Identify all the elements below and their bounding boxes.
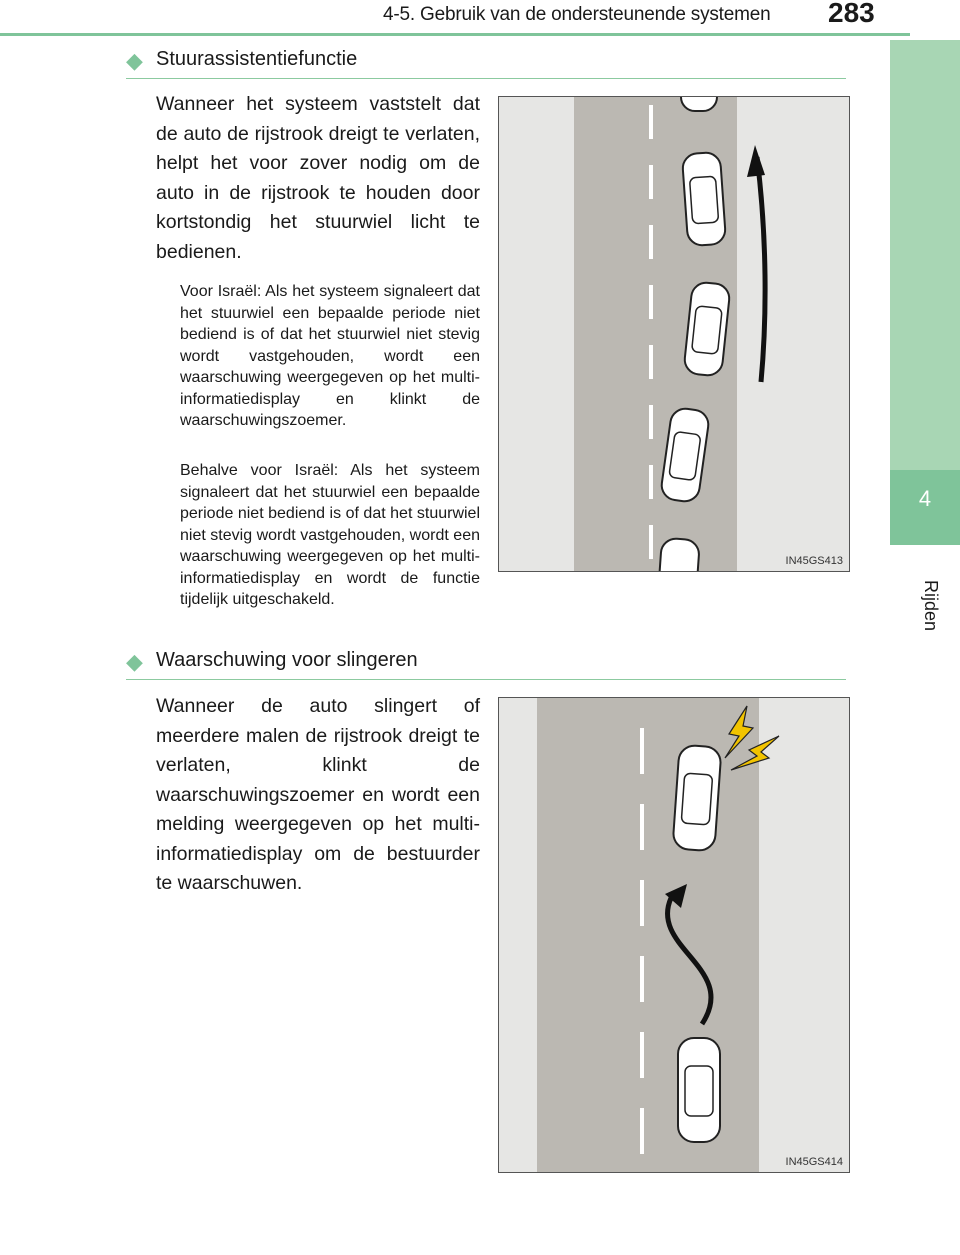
section-heading: [126, 645, 846, 680]
header-title: 4-5. Gebruik van de ondersteunende systemen: [383, 4, 771, 25]
section-body: Wanneer de auto slingert of meerdere malen de rijstrook dreigt te verlaten, klinkt de waarschuwingszoemer en wordt een melding weergegeven op het multi-informatiedisplay om de bestuurder te waarschuwen.: [156, 695, 480, 894]
section-title: Stuurassistentiefunctie: [156, 48, 358, 70]
car-icon: [681, 97, 717, 111]
note-paragraph: Voor Israël: Als het systeem signaleert dat het stuurwiel een bepaalde periode niet bediend is of dat het stuurwiel niet stevig wordt vastgehouden, wordt een waarschuwing weergegeven op het multi-informatiedisplay en klinkt de waarschuwingszoemer.: [180, 283, 480, 429]
header-divider: [0, 33, 910, 36]
figure-lane-assist: [498, 96, 850, 572]
sway-warning-illustration: [499, 698, 849, 1172]
road-lane: [537, 698, 759, 1172]
note-paragraph: Behalve voor Israël: Als het systeem signaleert dat het stuurwiel een bepaalde periode niet bediend is of dat het stuurwiel niet stevig wordt vastgehouden, wordt een waarschuwing weergegeven op het multi-informatiedisplay en wordt de functie tijdelijk uitgeschakeld.: [180, 462, 480, 608]
section-body: Wanneer het systeem vaststelt dat de auto de rijstrook dreigt te verlaten, helpt het voor zover nodig om de auto in de rijstrook te houden door kortstondig het stuurwiel licht te bedienen.: [156, 93, 480, 263]
figure-code: IN45GS413: [785, 555, 843, 567]
car-icon: [682, 152, 726, 246]
lane-assist-illustration: [499, 97, 849, 571]
arrow-icon: [757, 157, 765, 382]
figure-code: IN45GS414: [785, 1156, 843, 1168]
page-number: 283: [828, 0, 875, 28]
car-icon: [672, 745, 721, 852]
figure-sway-warning: [498, 697, 850, 1173]
diamond-bullet-icon: ◆: [126, 649, 143, 674]
section-title: Waarschuwing voor slingeren: [156, 649, 418, 671]
diamond-bullet-icon: ◆: [126, 48, 143, 73]
chapter-label: Rijden: [921, 580, 941, 632]
chapter-number: 4: [918, 486, 932, 511]
arrowhead: [747, 145, 765, 177]
car-icon: [678, 1038, 720, 1142]
section-heading: [126, 44, 846, 79]
